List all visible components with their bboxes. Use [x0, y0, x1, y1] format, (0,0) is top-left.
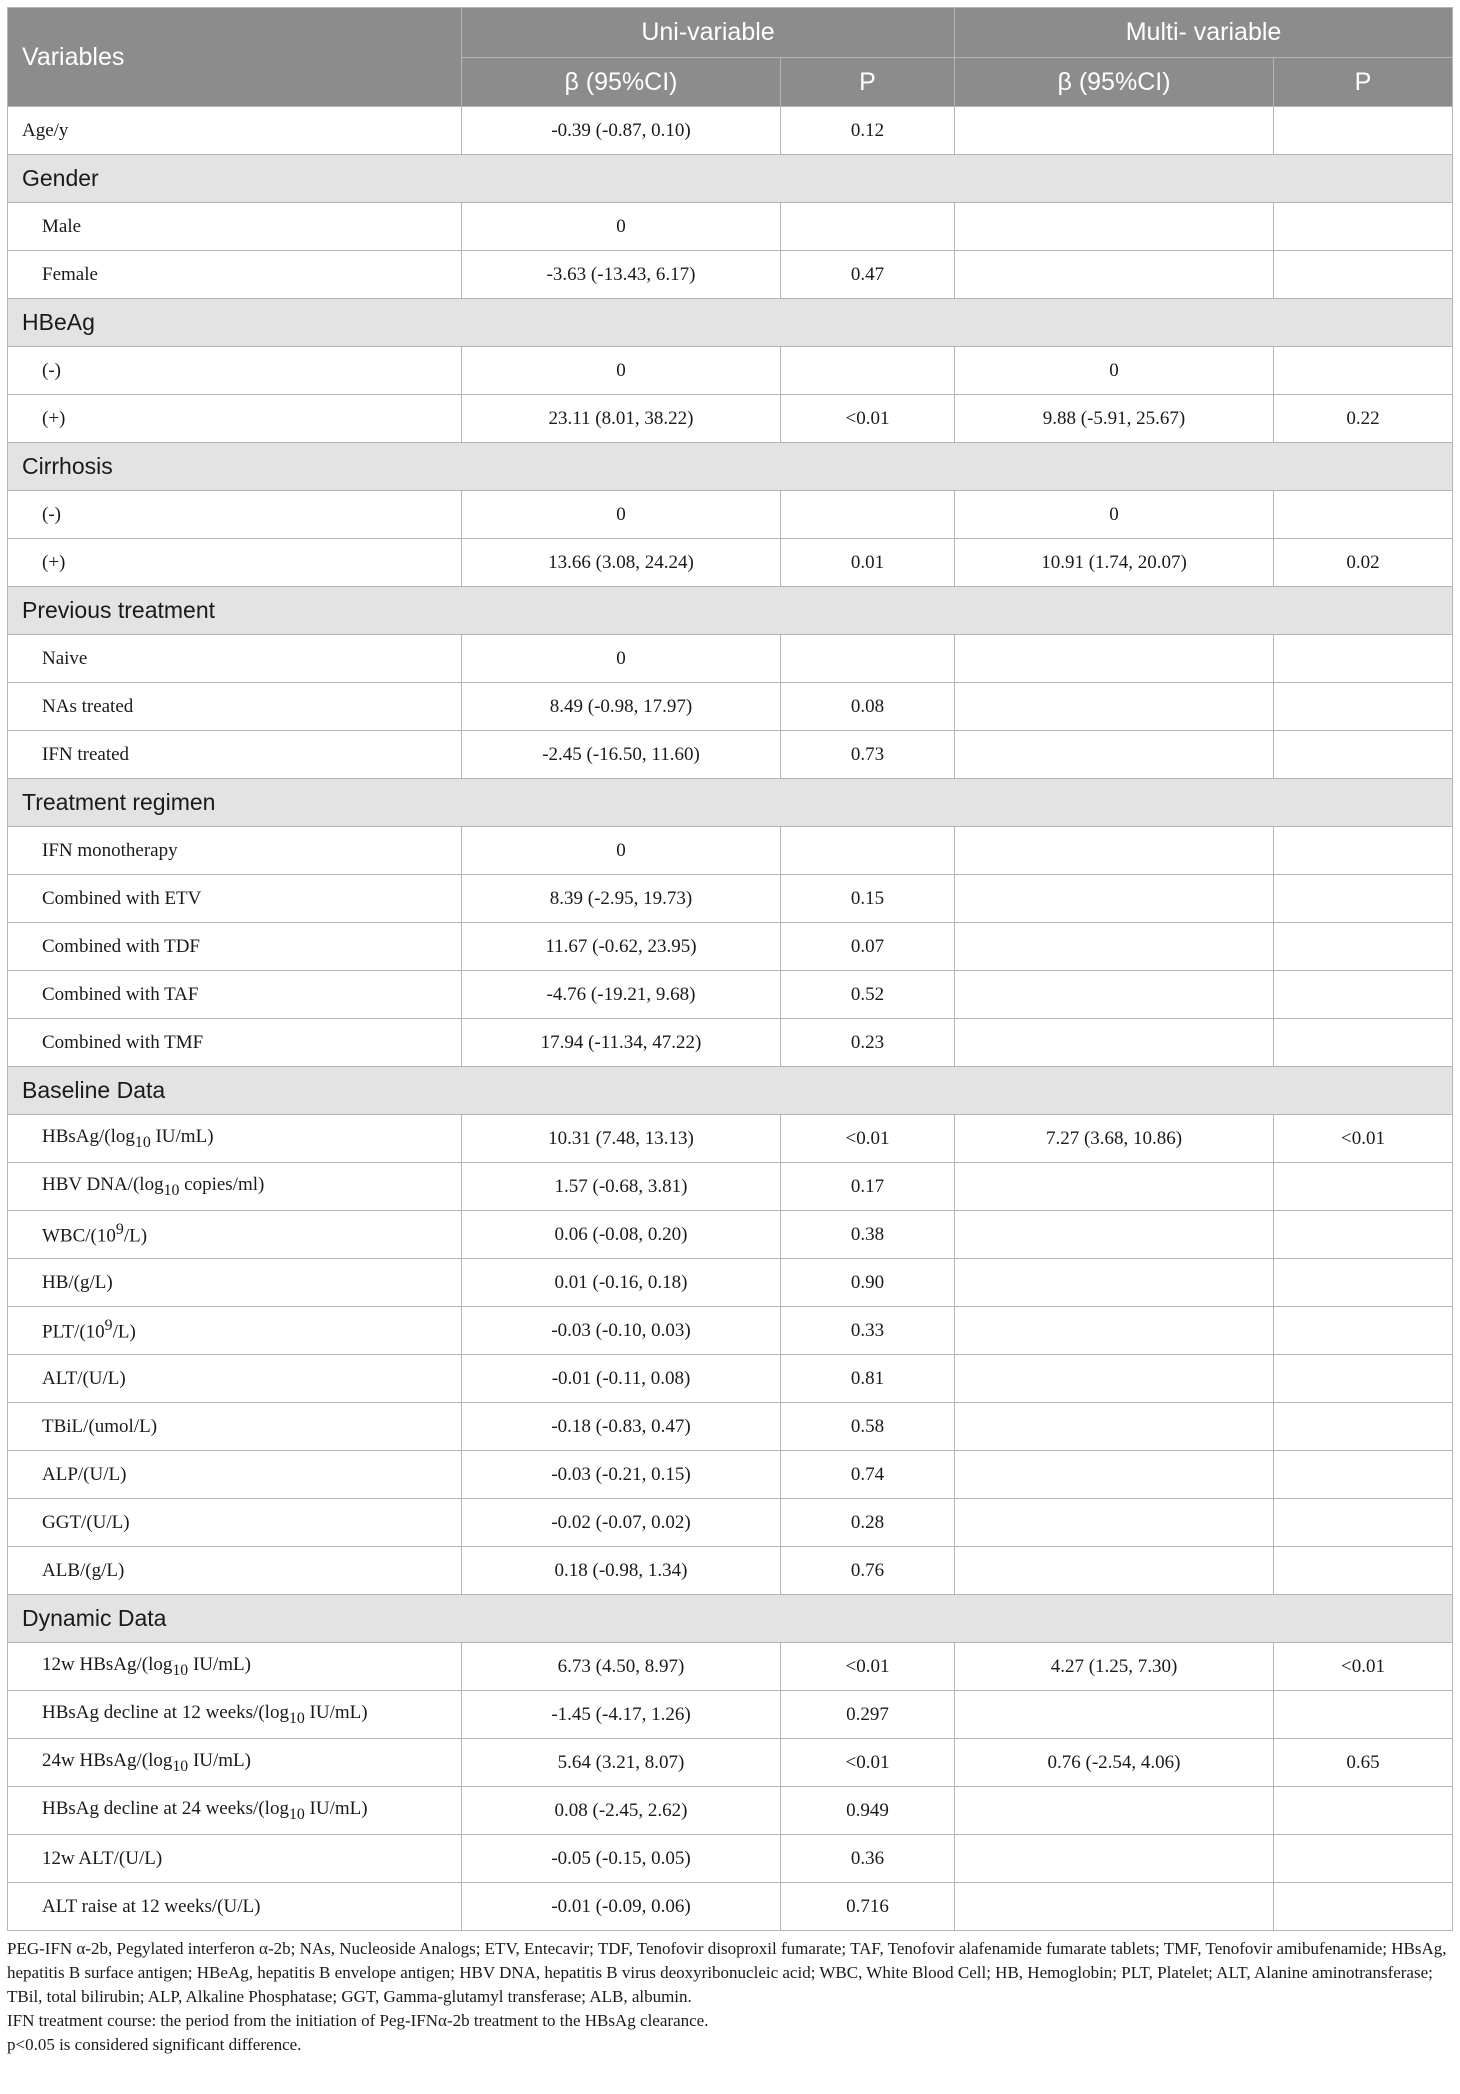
uni-beta-cell: -3.63 (-13.43, 6.17): [462, 251, 781, 299]
table-row: [8, 1643, 1453, 1691]
table-row: [8, 1211, 1453, 1259]
section-label: Treatment regimen: [8, 779, 1453, 827]
multi-beta-cell: [955, 203, 1274, 251]
uni-p-cell: 0.08: [781, 683, 955, 731]
row-label: NAs treated: [8, 683, 462, 731]
multi-beta-cell: 10.91 (1.74, 20.07): [955, 539, 1274, 587]
row-label: Age/y: [8, 107, 462, 155]
multi-beta-cell: [955, 827, 1274, 875]
uni-p-cell: 0.36: [781, 1835, 955, 1883]
uni-p-cell: [781, 491, 955, 539]
uni-p-cell: 0.716: [781, 1883, 955, 1931]
multi-beta-cell: [955, 1547, 1274, 1595]
uni-beta-cell: 11.67 (-0.62, 23.95): [462, 923, 781, 971]
uni-beta-cell: -4.76 (-19.21, 9.68): [462, 971, 781, 1019]
table-header: [8, 8, 1453, 107]
uni-beta-cell: -0.02 (-0.07, 0.02): [462, 1499, 781, 1547]
uni-beta-cell: -2.45 (-16.50, 11.60): [462, 731, 781, 779]
row-label: ALP/(U/L): [8, 1451, 462, 1499]
uni-beta-cell: -0.03 (-0.21, 0.15): [462, 1451, 781, 1499]
multi-p-cell: [1274, 1019, 1453, 1067]
table-row: [8, 1499, 1453, 1547]
uni-p-cell: 0.15: [781, 875, 955, 923]
header-multi-variable: Multi- variable: [955, 8, 1453, 58]
uni-p-cell: 0.90: [781, 1259, 955, 1307]
table-row: [8, 347, 1453, 395]
table-row: [8, 1739, 1453, 1787]
uni-p-cell: 0.33: [781, 1307, 955, 1355]
row-label: PLT/$(10^9/L)$: [8, 1307, 462, 1355]
uni-beta-cell: 0.18 (-0.98, 1.34): [462, 1547, 781, 1595]
multi-beta-cell: [955, 1883, 1274, 1931]
uni-beta-cell: -1.45 (-4.17, 1.26): [462, 1691, 781, 1739]
multi-p-cell: [1274, 923, 1453, 971]
uni-p-cell: <0.01: [781, 1115, 955, 1163]
multi-beta-cell: [955, 923, 1274, 971]
regression-table: [7, 7, 1453, 1931]
multi-p-cell: [1274, 971, 1453, 1019]
section-row: [8, 299, 1453, 347]
multi-p-cell: 0.22: [1274, 395, 1453, 443]
row-label: 12w HBsAg/($\log_{10}$ IU/mL): [8, 1643, 462, 1691]
uni-p-cell: 0.07: [781, 923, 955, 971]
header-uni-p: P: [781, 58, 955, 107]
multi-beta-cell: [955, 731, 1274, 779]
multi-p-cell: 0.02: [1274, 539, 1453, 587]
multi-p-cell: [1274, 203, 1453, 251]
multi-beta-cell: 7.27 (3.68, 10.86): [955, 1115, 1274, 1163]
uni-p-cell: 0.76: [781, 1547, 955, 1595]
multi-beta-cell: 0.76 (-2.54, 4.06): [955, 1739, 1274, 1787]
uni-p-cell: <0.01: [781, 395, 955, 443]
multi-p-cell: [1274, 875, 1453, 923]
multi-beta-cell: [955, 1451, 1274, 1499]
multi-beta-cell: [955, 1211, 1274, 1259]
table-row: [8, 1307, 1453, 1355]
uni-p-cell: [781, 635, 955, 683]
section-row: [8, 779, 1453, 827]
table-row: [8, 1019, 1453, 1067]
row-label: (-): [8, 347, 462, 395]
uni-beta-cell: 17.94 (-11.34, 47.22): [462, 1019, 781, 1067]
table-row: [8, 1403, 1453, 1451]
table-row: [8, 395, 1453, 443]
multi-p-cell: [1274, 827, 1453, 875]
header-variables: Variables: [8, 8, 462, 107]
section-label: Cirrhosis: [8, 443, 1453, 491]
row-label: HBsAg/($\log_{10}$ IU/mL): [8, 1115, 462, 1163]
multi-beta-cell: [955, 683, 1274, 731]
regression-table-container: [7, 7, 1452, 2057]
table-row: [8, 203, 1453, 251]
row-label: ALB/(g/L): [8, 1547, 462, 1595]
header-multi-p: P: [1274, 58, 1453, 107]
multi-p-cell: [1274, 1499, 1453, 1547]
row-label: Combined with TAF: [8, 971, 462, 1019]
section-row: [8, 155, 1453, 203]
footnote-1: PEG-IFN α-2b, Pegylated interferon α-2b; NAs, Nucleoside Analogs; ETV, Entecavir; TDF, Tenofovir disoproxil fumarate; TAF, Tenofovir alafenamide fumarate tablets; TMF, Tenofovir amibufenamide; HBsAg, hepatitis B surface antigen; HBeAg, hepatitis B envelope antigen; HBV DNA, hepatitis B virus deoxyribonucleic acid; WBC, White Blood Cell; HB, Hemoglobin; PLT, Platelet; ALT, Alanine aminotransferase; TBil, total bilirubin; ALP, Alkaline Phosphatase; GGT, Gamma-glutamyl transferase; ALB, albumin.: [7, 1939, 1447, 2006]
uni-beta-cell: 10.31 (7.48, 13.13): [462, 1115, 781, 1163]
header-multi-beta: β (95%CI): [955, 58, 1274, 107]
footnote-2: IFN treatment course: the period from the initiation of Peg-IFNα-2b treatment to the HBsAg clearance.: [7, 2011, 709, 2030]
row-label: WBC/$(10^9/L)$: [8, 1211, 462, 1259]
multi-p-cell: [1274, 1403, 1453, 1451]
subscript: 10: [288, 1709, 305, 1727]
section-row: [8, 1595, 1453, 1643]
table-footnotes: [7, 1937, 1452, 2057]
row-label: (-): [8, 491, 462, 539]
row-label: HBsAg decline at 12 weeks/($\log_{10}$ IU/mL): [8, 1691, 462, 1739]
uni-beta-cell: -0.05 (-0.15, 0.05): [462, 1835, 781, 1883]
table-row: [8, 1835, 1453, 1883]
multi-p-cell: [1274, 251, 1453, 299]
table-row: [8, 1163, 1453, 1211]
uni-beta-cell: 8.49 (-0.98, 17.97): [462, 683, 781, 731]
uni-beta-cell: 0: [462, 491, 781, 539]
uni-p-cell: 0.73: [781, 731, 955, 779]
row-label: HBV DNA/($\log_{10}$ copies/ml): [8, 1163, 462, 1211]
multi-beta-cell: [955, 1403, 1274, 1451]
row-label: ALT raise at 12 weeks/(U/L): [8, 1883, 462, 1931]
multi-p-cell: [1274, 347, 1453, 395]
table-row: [8, 683, 1453, 731]
uni-p-cell: [781, 827, 955, 875]
table-row: [8, 539, 1453, 587]
uni-beta-cell: 6.73 (4.50, 8.97): [462, 1643, 781, 1691]
multi-p-cell: [1274, 1355, 1453, 1403]
uni-p-cell: 0.01: [781, 539, 955, 587]
uni-beta-cell: -0.01 (-0.09, 0.06): [462, 1883, 781, 1931]
table-row: [8, 827, 1453, 875]
subscript: 10: [172, 1661, 189, 1679]
multi-p-cell: [1274, 1163, 1453, 1211]
multi-p-cell: <0.01: [1274, 1115, 1453, 1163]
multi-beta-cell: [955, 635, 1274, 683]
uni-p-cell: <0.01: [781, 1643, 955, 1691]
row-label: Naive: [8, 635, 462, 683]
multi-beta-cell: [955, 1019, 1274, 1067]
uni-beta-cell: 1.57 (-0.68, 3.81): [462, 1163, 781, 1211]
row-label: 12w ALT/(U/L): [8, 1835, 462, 1883]
multi-p-cell: <0.01: [1274, 1643, 1453, 1691]
row-label: TBiL/(umol/L): [8, 1403, 462, 1451]
table-body: [8, 107, 1453, 1931]
multi-beta-cell: [955, 1163, 1274, 1211]
row-label: IFN treated: [8, 731, 462, 779]
multi-beta-cell: [955, 1691, 1274, 1739]
multi-p-cell: [1274, 1835, 1453, 1883]
row-label: Combined with ETV: [8, 875, 462, 923]
header-uni-variable: Uni-variable: [462, 8, 955, 58]
multi-p-cell: [1274, 1787, 1453, 1835]
superscript: 9: [115, 1221, 124, 1239]
uni-beta-cell: -0.39 (-0.87, 0.10): [462, 107, 781, 155]
multi-p-cell: [1274, 1307, 1453, 1355]
section-label: HBeAg: [8, 299, 1453, 347]
uni-p-cell: 0.81: [781, 1355, 955, 1403]
uni-beta-cell: 0.06 (-0.08, 0.20): [462, 1211, 781, 1259]
uni-p-cell: [781, 347, 955, 395]
multi-beta-cell: [955, 1259, 1274, 1307]
table-row: [8, 1547, 1453, 1595]
uni-p-cell: 0.297: [781, 1691, 955, 1739]
multi-p-cell: [1274, 683, 1453, 731]
multi-beta-cell: [955, 875, 1274, 923]
multi-beta-cell: 0: [955, 491, 1274, 539]
row-label: HB/(g/L): [8, 1259, 462, 1307]
multi-beta-cell: [955, 251, 1274, 299]
uni-beta-cell: 0: [462, 635, 781, 683]
uni-p-cell: 0.74: [781, 1451, 955, 1499]
row-label: (+): [8, 395, 462, 443]
table-row: [8, 1259, 1453, 1307]
uni-p-cell: <0.01: [781, 1739, 955, 1787]
row-label: HBsAg decline at 24 weeks/($\log_{10}$ IU/mL): [8, 1787, 462, 1835]
uni-beta-cell: -0.01 (-0.11, 0.08): [462, 1355, 781, 1403]
table-row: [8, 107, 1453, 155]
multi-p-cell: [1274, 1883, 1453, 1931]
uni-p-cell: 0.38: [781, 1211, 955, 1259]
multi-beta-cell: [955, 971, 1274, 1019]
row-label: 24w HBsAg/($\log_{10}$ IU/mL): [8, 1739, 462, 1787]
header-uni-beta: β (95%CI): [462, 58, 781, 107]
multi-beta-cell: [955, 1307, 1274, 1355]
superscript: 9: [104, 1317, 113, 1335]
row-label: (+): [8, 539, 462, 587]
multi-p-cell: 0.65: [1274, 1739, 1453, 1787]
table-row: [8, 875, 1453, 923]
multi-p-cell: [1274, 1211, 1453, 1259]
table-row: [8, 491, 1453, 539]
multi-beta-cell: [955, 1787, 1274, 1835]
multi-beta-cell: [955, 1499, 1274, 1547]
multi-beta-cell: 9.88 (-5.91, 25.67): [955, 395, 1274, 443]
multi-p-cell: [1274, 1259, 1453, 1307]
uni-beta-cell: 13.66 (3.08, 24.24): [462, 539, 781, 587]
table-row: [8, 1451, 1453, 1499]
table-row: [8, 635, 1453, 683]
multi-p-cell: [1274, 107, 1453, 155]
subscript: 10: [163, 1181, 180, 1199]
multi-p-cell: [1274, 491, 1453, 539]
uni-p-cell: 0.28: [781, 1499, 955, 1547]
uni-p-cell: 0.23: [781, 1019, 955, 1067]
row-label: GGT/(U/L): [8, 1499, 462, 1547]
uni-beta-cell: 0.01 (-0.16, 0.18): [462, 1259, 781, 1307]
table-row: [8, 923, 1453, 971]
table-row: [8, 731, 1453, 779]
multi-beta-cell: 0: [955, 347, 1274, 395]
uni-beta-cell: 0.08 (-2.45, 2.62): [462, 1787, 781, 1835]
uni-beta-cell: -0.18 (-0.83, 0.47): [462, 1403, 781, 1451]
table-row: [8, 971, 1453, 1019]
row-label: Combined with TMF: [8, 1019, 462, 1067]
row-label: IFN monotherapy: [8, 827, 462, 875]
multi-p-cell: [1274, 635, 1453, 683]
uni-beta-cell: 0: [462, 827, 781, 875]
table-row: [8, 251, 1453, 299]
uni-beta-cell: 23.11 (8.01, 38.22): [462, 395, 781, 443]
uni-beta-cell: -0.03 (-0.10, 0.03): [462, 1307, 781, 1355]
uni-p-cell: 0.949: [781, 1787, 955, 1835]
multi-p-cell: [1274, 1451, 1453, 1499]
section-row: [8, 443, 1453, 491]
uni-p-cell: 0.12: [781, 107, 955, 155]
multi-p-cell: [1274, 1691, 1453, 1739]
footnote-3: p<0.05 is considered significant difference.: [7, 2035, 302, 2054]
multi-p-cell: [1274, 1547, 1453, 1595]
section-label: Gender: [8, 155, 1453, 203]
section-row: [8, 587, 1453, 635]
uni-p-cell: [781, 203, 955, 251]
section-row: [8, 1067, 1453, 1115]
uni-beta-cell: 0: [462, 347, 781, 395]
section-label: Previous treatment: [8, 587, 1453, 635]
section-label: Dynamic Data: [8, 1595, 1453, 1643]
multi-beta-cell: [955, 1835, 1274, 1883]
uni-p-cell: 0.17: [781, 1163, 955, 1211]
row-label: Male: [8, 203, 462, 251]
multi-p-cell: [1274, 731, 1453, 779]
multi-beta-cell: [955, 107, 1274, 155]
row-label: Combined with TDF: [8, 923, 462, 971]
table-row: [8, 1115, 1453, 1163]
table-row: [8, 1355, 1453, 1403]
subscript: 10: [134, 1133, 151, 1151]
uni-beta-cell: 8.39 (-2.95, 19.73): [462, 875, 781, 923]
uni-beta-cell: 0: [462, 203, 781, 251]
table-row: [8, 1787, 1453, 1835]
row-label: Female: [8, 251, 462, 299]
row-label: ALT/(U/L): [8, 1355, 462, 1403]
multi-beta-cell: 4.27 (1.25, 7.30): [955, 1643, 1274, 1691]
uni-p-cell: 0.58: [781, 1403, 955, 1451]
subscript: 10: [172, 1757, 189, 1775]
uni-beta-cell: 5.64 (3.21, 8.07): [462, 1739, 781, 1787]
uni-p-cell: 0.52: [781, 971, 955, 1019]
table-row: [8, 1883, 1453, 1931]
uni-p-cell: 0.47: [781, 251, 955, 299]
section-label: Baseline Data: [8, 1067, 1453, 1115]
multi-beta-cell: [955, 1355, 1274, 1403]
table-row: [8, 1691, 1453, 1739]
subscript: 10: [288, 1805, 305, 1823]
